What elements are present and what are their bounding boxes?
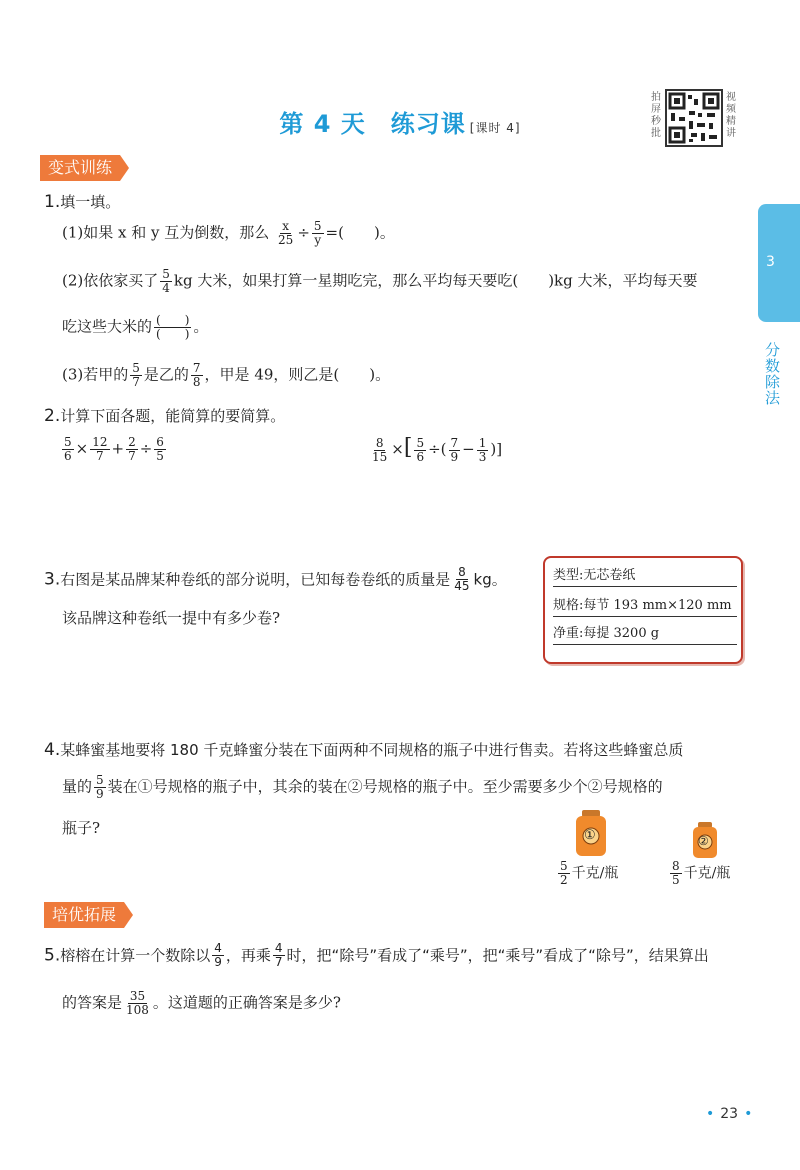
jar-2-mark: ② — [698, 834, 709, 848]
qr-right-caption: 视频精讲 — [726, 92, 736, 139]
q1-part2-line1 — [62, 268, 698, 295]
denominator: 25 — [278, 233, 294, 247]
fraction — [312, 220, 324, 247]
numerator: 8 — [458, 565, 466, 579]
question-number: 5. — [44, 945, 61, 966]
fraction — [558, 860, 570, 887]
question-1 — [44, 190, 120, 214]
denominator: 9 — [96, 787, 104, 801]
numerator: 2 — [128, 435, 136, 449]
dot-icon: • — [706, 1106, 715, 1122]
info-spec: 规格:每节 193 mm×120 mm — [553, 596, 737, 617]
question-stem: 填一填。 — [60, 193, 121, 211]
text: ，再乘 — [225, 946, 271, 965]
title-text: 第 4 天 练习课 — [279, 110, 466, 138]
answer-blank-fraction[interactable] — [154, 314, 191, 341]
expression-1 — [60, 436, 168, 463]
question-number: 4. — [44, 740, 61, 760]
numerator: 1 — [478, 435, 487, 450]
section-tag-label: 变式训练 — [48, 158, 113, 177]
q1-part1 — [62, 220, 395, 247]
question-number: 3. — [44, 569, 61, 590]
honey-jar-2-icon — [692, 822, 718, 862]
denominator: 15 — [372, 449, 388, 464]
text: 是乙的 — [143, 365, 189, 384]
numerator: 4 — [214, 941, 222, 955]
fraction — [276, 220, 295, 247]
question-5 — [44, 942, 709, 969]
jar-2-label — [668, 860, 730, 887]
fraction — [370, 437, 389, 464]
fraction — [212, 942, 224, 969]
unit: 千克/瓶 — [683, 865, 731, 882]
text: 时，把“除号”看成了“乘号”，把“乘号”看成了“除号”，结果算出 — [286, 946, 709, 965]
denominator: y — [314, 233, 322, 247]
denominator: 5 — [156, 449, 164, 463]
question-stem: 计算下面各题，能简算的要简算。 — [60, 407, 286, 425]
q3-line1: 右图是某品牌某种卷纸的部分说明，已知每卷卷纸的质量是 — [60, 570, 451, 589]
unit: 千克/瓶 — [571, 865, 619, 882]
chapter-number: 3 — [766, 254, 775, 270]
text: 吃这些大米的 — [62, 317, 153, 336]
numerator: 5 — [162, 267, 170, 281]
product-info-card — [543, 556, 743, 664]
unit: kg。 — [473, 570, 507, 589]
lesson-label: [课时 4] — [469, 121, 521, 135]
denominator: 2 — [560, 873, 568, 887]
fraction — [126, 436, 138, 463]
denominator: 9 — [214, 955, 222, 969]
fraction — [452, 566, 471, 593]
denominator: 7 — [132, 375, 140, 389]
question-4 — [44, 738, 683, 762]
fraction — [90, 436, 109, 463]
text: kg 大米，如果打算一星期吃完，那么平均每天要吃( )kg 大米，平均每天要 — [173, 271, 698, 290]
denominator-blank[interactable]: ( ) — [156, 327, 190, 341]
denominator: 6 — [416, 449, 425, 464]
numerator: 4 — [274, 941, 283, 955]
denominator: 7 — [128, 449, 136, 463]
text: 。 — [193, 317, 209, 336]
info-type: 类型:无芯卷纸 — [553, 566, 737, 587]
section-tag-label: 培优拓展 — [52, 905, 117, 924]
right-bracket: )] — [490, 440, 503, 458]
page-number — [700, 1106, 758, 1122]
numerator: x — [282, 219, 290, 233]
fraction — [130, 362, 142, 389]
fraction — [414, 437, 426, 464]
numerator: 8 — [375, 435, 384, 450]
fraction — [62, 436, 74, 463]
denominator: 108 — [126, 1003, 149, 1017]
text: 量的 — [62, 777, 93, 796]
chapter-name: 分数除法 — [765, 341, 781, 407]
denominator: 8 — [192, 375, 201, 389]
text: (3)若甲的 — [62, 365, 129, 384]
section-tag-variant-training — [40, 155, 120, 181]
fraction — [449, 437, 461, 464]
q1-part2-line2 — [62, 314, 208, 341]
text: (2)依依家买了 — [62, 271, 159, 290]
fraction — [670, 860, 682, 887]
jar-1-label — [556, 860, 618, 887]
fraction — [94, 774, 106, 801]
jar-lid — [582, 810, 600, 817]
numerator: 7 — [450, 435, 459, 450]
numerator: 7 — [192, 361, 201, 375]
denominator: 7 — [96, 449, 104, 463]
numerator: 5 — [132, 361, 140, 375]
numerator: 6 — [156, 435, 164, 449]
q1-part3 — [62, 362, 390, 389]
text: 榕榕在计算一个数除以 — [60, 946, 211, 965]
operator: ÷ — [139, 439, 153, 458]
operator: ÷ — [297, 223, 310, 242]
jar-1-mark: ① — [584, 828, 596, 843]
page-number-text: 23 — [720, 1106, 739, 1122]
denominator: 9 — [450, 449, 459, 464]
operator: ÷( — [428, 440, 447, 458]
q5-line2 — [62, 990, 341, 1017]
numerator: 5 — [313, 219, 322, 233]
expression-2 — [368, 436, 502, 464]
fraction — [191, 362, 203, 389]
operator: × — [391, 440, 404, 458]
qr-left-caption: 拍屏秒批 — [651, 92, 661, 139]
text: (1)如果 x 和 y 互为倒数，那么 — [62, 223, 270, 242]
numerator: 5 — [416, 435, 425, 450]
info-weight: 净重:每提 3200 g — [553, 624, 737, 645]
denominator: 7 — [274, 955, 283, 969]
question-3 — [44, 566, 507, 593]
q4-line1: 某蜂蜜基地要将 180 千克蜂蜜分装在下面两种不同规格的瓶子中进行售卖。若将这些蜂蜜总质 — [60, 741, 684, 759]
text: ，甲是 49，则乙是( )。 — [204, 365, 391, 384]
qr-code-icon[interactable] — [665, 89, 723, 147]
denominator: 5 — [672, 873, 680, 887]
numerator: 5 — [560, 859, 568, 873]
numerator: 5 — [64, 435, 72, 449]
q3-line2: 该品牌这种卷纸一提中有多少卷? — [62, 609, 281, 627]
fraction — [124, 990, 151, 1017]
operator: − — [462, 440, 475, 458]
denominator: 3 — [478, 449, 487, 464]
text: 装在①号规格的瓶子中，其余的装在②号规格的瓶子中。至少需要多少个②号规格的 — [107, 777, 663, 796]
question-number: 2. — [44, 406, 61, 426]
numerator: 8 — [672, 859, 680, 873]
chapter-tab[interactable] — [758, 204, 800, 322]
numerator: 5 — [96, 773, 104, 787]
dot-icon: • — [744, 1106, 753, 1122]
operator: × — [75, 439, 89, 458]
denominator: 6 — [64, 449, 72, 463]
question-number: 1. — [44, 192, 61, 212]
fraction — [154, 436, 166, 463]
section-tag-advanced — [44, 902, 124, 928]
denominator: 45 — [454, 579, 470, 593]
q4-line3: 瓶子? — [62, 819, 101, 837]
question-2 — [44, 404, 285, 428]
q4-line2 — [62, 774, 663, 801]
denominator: 4 — [162, 281, 170, 295]
numerator: 12 — [92, 435, 108, 449]
fraction — [160, 268, 172, 295]
fraction — [273, 942, 285, 969]
numerator: 35 — [129, 989, 146, 1003]
text: 的答案是 — [62, 993, 123, 1012]
fraction — [477, 437, 489, 464]
honey-jar-1-icon — [574, 810, 608, 860]
numerator-blank[interactable]: ( ) — [156, 313, 190, 327]
left-bracket: [ — [403, 435, 413, 460]
answer-blank[interactable]: =( )。 — [325, 223, 395, 242]
text: 。这道题的正确答案是多少? — [152, 993, 341, 1012]
operator: + — [111, 439, 125, 458]
